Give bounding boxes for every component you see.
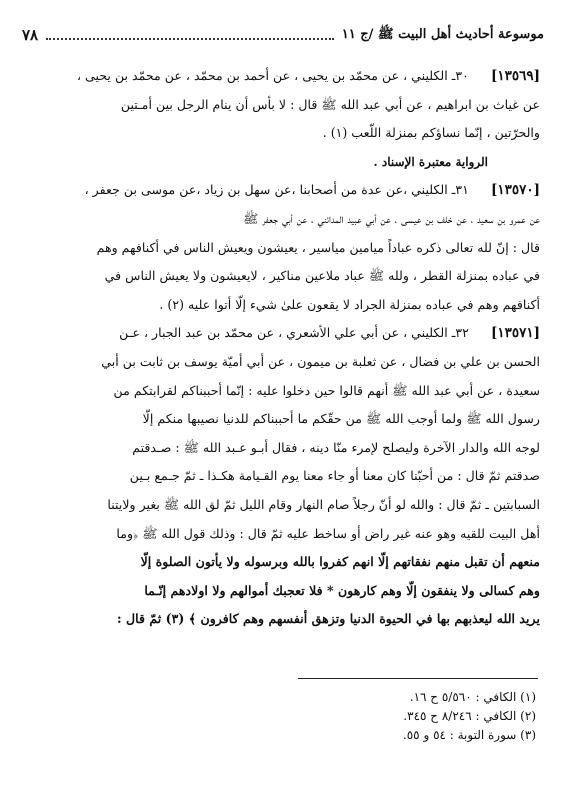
- hadith-number: [١٣٥٧٠]: [490, 182, 540, 199]
- hadith-2-line-3: قال : إنّ لله تعالى ذكره عباداً ميامين مياسير ، يعيشون ويعيش الناس في أكنافهم وهم: [96, 239, 540, 255]
- hadith-2-line-5: أكنافهم وهم في عباده بمنزلة الجراد لا يقعون علىٰ شيء إلّا أتوا عليه (٢) .: [159, 296, 540, 312]
- quran-verse-line-1: منعهم أن تقبل منهم نفقاتهم إلّا انهم كفروا بالله وبرسوله ولا يأتون الصلوة إلّا: [140, 554, 540, 570]
- header-title: موسوعة أحاديث أهل البيت ﷺ /ج ١١: [341, 26, 544, 42]
- footnote-separator: [298, 678, 538, 679]
- hadith-number: [١٣٥٧١]: [490, 325, 540, 342]
- hadith-2-line-4: في عباده بمنزلة القطر ، ولله ﷺ عباد ملاعين مناكير ، لايعيشون ولا يعيش الناس في: [104, 268, 540, 284]
- hadith-3-line-2: الحسن بن علي بن فضال ، عن ثعلبة بن ميمون ، عن أبي أميّة يوسف بن ثابت بن أبي: [101, 353, 540, 369]
- header-dot-leader: [46, 30, 334, 40]
- hadith-1-line-1: [28, 62, 540, 91]
- running-header: [22, 24, 544, 46]
- hadith-3-line-7: السبابتين ـ ثمّ قال : والله لو أنّ رجلاً صام النهار وقام الليل ثمّ لق الله ﷺ بغير ولايتنا: [107, 496, 540, 512]
- hadith-2-line-2: عن عمرو بن سعيد ، عن خلف بن عيسى ، عن أبي عبيد المدائني ، عن أبي جعفر ﷺ: [243, 210, 540, 226]
- hadith-3-line-1: [28, 319, 540, 348]
- hadith-3-line-8: أهل البيت للقيه وهو عنه غير راض أو ساخط عليه ثمّ قال : وذلك قول الله ﷺ ﴿وما: [116, 525, 540, 541]
- hadith-1-line-2: عن غياث بن ابراهيم ، عن أبي عبد الله ﷺ قال : لا بأس أن ينام الرجل بين أمـتين: [120, 96, 540, 112]
- footnote-3: (٣) سورة التوبة : ٥٤ و ٥٥.: [402, 728, 536, 742]
- quran-verse-line-3: يريد الله ليعذبهم بها في الحيوة الدنيا وتزهق أنفسهم وهم كافرون ﴾ (٣) ثمّ قال :: [116, 611, 540, 627]
- page-number: ٧٨: [22, 26, 39, 44]
- hadith-1-grading-note: الرواية معتبرة الإسناد .: [373, 154, 488, 169]
- footnotes: [30, 688, 536, 745]
- hadith-number: [١٣٥٦٩]: [490, 68, 540, 84]
- quran-verse-line-2: وهم كسالى ولا ينفقون إلّا وهم كارهون * فلا تعجبك أموالهم ولا اولادهم إنّـما: [144, 582, 540, 598]
- hadith-2-line-1: [28, 176, 540, 205]
- hadith-3-line-6: صدقتم ثمّ قال : من أحبّنا كان معنا أو جاء معنا يوم القـيامة هكـذا ـ ثمّ جـمع بـين: [129, 468, 540, 484]
- footnote-1: (١) الكافي : ٥/٥٦٠ ح ١٦.: [409, 690, 536, 704]
- page-body: [28, 62, 540, 634]
- hadith-3-line-5: لوجه الله والدار الآخرة وليصلح لإمرء منّا دينه ، فقال أبـو عـبد الله ﷺ : صـدقتم: [132, 439, 540, 455]
- hadith-1-line-3: والحرّتين ، إنّما نساؤكم بمنزلة اللّعب (١) .: [322, 125, 540, 141]
- hadith-3-line-3: سعيدة ، عن أبي عبد الله ﷺ أنهم قالوا حين دخلوا عليه : إنّما أحببناكم لقرابتكم من: [113, 382, 540, 398]
- hadith-text: ٣٢ـ الكليني ، عن أبي علي الأشعري ، عن محمّد بن عبد الجبار ، عـن: [119, 325, 469, 341]
- hadith-text: ٣٠ـ الكليني ، عن محمّد بن يحيى ، عن أحمد بن محمّد ، عن محمّد بن يحيى ،: [76, 68, 469, 83]
- footnote-2: (٢) الكافي : ٨/٢٤٦ ح ٣٤٥.: [403, 709, 536, 723]
- hadith-3-line-4: رسول الله ﷺ ولما أوجب الله ﷺ من حقّكم ما أحببناكم للدنيا نصيبها منكم إلّا: [142, 411, 540, 427]
- hadith-text: ٣١ـ الكليني ،عن عدة من أصحابنا ،عن سهل بن زياد ،عن موسى بن جعفر ،: [84, 182, 469, 198]
